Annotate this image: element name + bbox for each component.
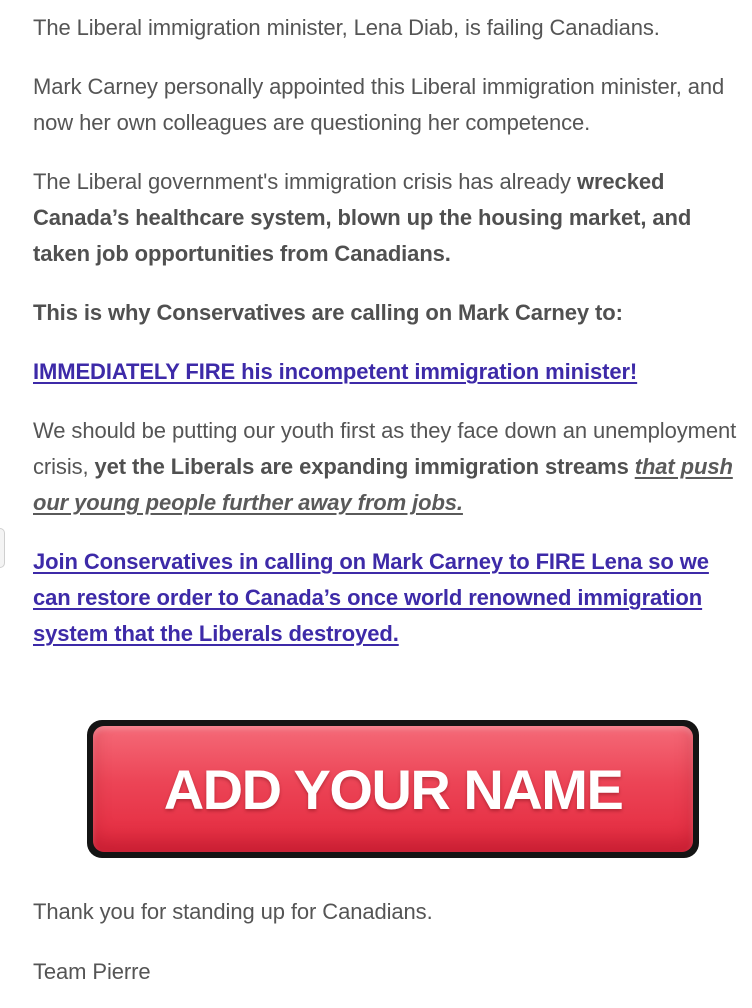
paragraph-youth-bold: yet the Liberals are expanding immigration streams (94, 454, 635, 479)
signoff-text: Team Pierre (33, 959, 151, 984)
paragraph-join-link (33, 544, 752, 652)
paragraph-call (33, 295, 752, 331)
paragraph-appointment (33, 69, 752, 141)
add-your-name-button-frame (87, 720, 699, 858)
paragraph-appointment-text: Mark Carney personally appointed this Liberal immigration minister, and now her own colleagues are questioning her competence. (33, 74, 725, 135)
paragraph-intro-text: The Liberal immigration minister, Lena Diab, is failing Canadians. (33, 15, 660, 40)
join-conservatives-link[interactable]: Join Conservatives in calling on Mark Carney to FIRE Lena so we can restore order to Canada’s once world renowned immigration system that the Liberals destroyed. (33, 549, 709, 646)
thanks-text: Thank you for standing up for Canadians. (33, 899, 433, 924)
young-people-jobs-link[interactable]: that push our young people further away from jobs. (33, 454, 733, 515)
paragraph-crisis-bold: wrecked Canada’s healthcare system, blown up the housing market, and taken job opportunities from Canadians. (33, 169, 692, 266)
side-panel-tab[interactable] (0, 528, 5, 568)
paragraph-intro (33, 10, 752, 46)
paragraph-fire-link (33, 354, 752, 390)
paragraph-crisis-text: The Liberal government's immigration crisis has already (33, 169, 577, 194)
paragraph-youth-text: We should be putting our youth first as they face down an unemployment crisis, (33, 418, 737, 479)
paragraph-call-bold: This is why Conservatives are calling on Mark Carney to: (33, 300, 623, 325)
email-body (33, 10, 752, 675)
paragraph-crisis (33, 164, 752, 272)
add-your-name-label: ADD YOUR NAME (163, 757, 623, 821)
paragraph-youth (33, 413, 752, 521)
add-your-name-button[interactable] (93, 726, 693, 852)
fire-minister-link[interactable]: IMMEDIATELY FIRE his incompetent immigration minister! (33, 359, 638, 384)
